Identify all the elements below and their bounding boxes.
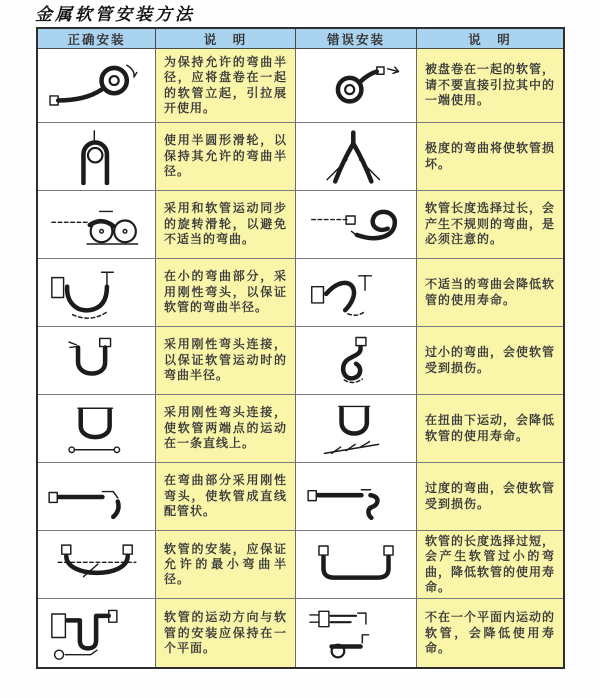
table-row (38, 327, 563, 395)
u-endpoints-aligned-icon (46, 401, 148, 457)
wrong-note-text: 过度的弯曲，会使软管受到损伤。 (425, 481, 556, 511)
wrong-note-cell (417, 123, 563, 191)
wrong-illustration-cell (296, 463, 417, 531)
wrong-note-text: 软管的长度选择过短，会产生软管过小的弯曲，降低软管的使用寿命。 (425, 534, 556, 595)
correct-illustration-cell (38, 191, 156, 259)
wrong-note-cell (417, 259, 563, 327)
correct-note-text: 采用和软管运动同步的旋转滑轮，以避免不适当的弯曲。 (164, 201, 287, 247)
correct-note-text: 在弯曲部分采用刚性弯头，使软管成直线配管状。 (164, 473, 287, 519)
min-bend-radius-u-icon (46, 537, 148, 593)
wrong-note-text: 不适当的弯曲会降低软管的使用寿命。 (425, 277, 556, 307)
correct-illustration-cell (38, 531, 156, 599)
correct-illustration-cell (38, 49, 156, 123)
correct-note-cell (156, 327, 296, 395)
improper-bend-icon (305, 265, 407, 321)
wrong-note-text: 不在一个平面内运动的软管，会降低使用寿命。 (425, 610, 556, 656)
correct-note-cell (156, 463, 296, 531)
twisted-motion-icon (305, 401, 407, 457)
table-row (38, 49, 563, 123)
wrong-note-cell (417, 49, 563, 123)
correct-illustration-cell (38, 463, 156, 531)
wrong-illustration-cell (296, 327, 417, 395)
wrong-illustration-cell (296, 395, 417, 463)
correct-note-cell (156, 49, 296, 123)
table-row (38, 599, 563, 667)
header-note-correct: 说 明 (156, 29, 296, 49)
correct-note-text: 采用刚性弯头连接，使软管两端点的运动在一条直线上。 (164, 405, 287, 451)
table-row (38, 191, 563, 259)
over-bent-elbow-icon (305, 469, 407, 525)
rotating-rollers-icon (46, 197, 148, 253)
table-row (38, 259, 563, 327)
too-short-flat-u-icon (305, 537, 407, 593)
table-row (38, 123, 563, 191)
correct-note-text: 为保持允许的弯曲半径，应将盘卷在一起的软管立起，引拉展开使用。 (164, 54, 287, 115)
rigid-elbow-u-icon (46, 333, 148, 389)
correct-illustration-cell (38, 327, 156, 395)
table-row (38, 463, 563, 531)
wrong-note-text: 极度的弯曲将使软管损坏。 (425, 141, 556, 171)
semicircular-pulley-icon (46, 129, 148, 185)
correct-note-cell (156, 123, 296, 191)
header-wrong-install: 错误安装 (296, 29, 417, 49)
correct-illustration-cell (38, 395, 156, 463)
wrong-note-cell (417, 463, 563, 531)
correct-note-cell (156, 395, 296, 463)
correct-note-text: 软管的运动方向与软管的安装应保持在一个平面。 (164, 610, 287, 656)
wrong-note-text: 软管长度选择过长，会产生不规则的弯曲，是必须注意的。 (425, 201, 556, 247)
different-plane-motion-icon (305, 605, 407, 661)
wrong-note-cell (417, 191, 563, 259)
correct-note-text: 采用刚性弯头连接，以保证软管运动时的弯曲半径。 (164, 337, 287, 383)
too-small-bend-icon (305, 333, 407, 389)
wrong-illustration-cell (296, 49, 417, 123)
wrong-note-cell (417, 327, 563, 395)
coil-upright-icon (46, 58, 148, 114)
wrong-note-cell (417, 531, 563, 599)
correct-illustration-cell (38, 123, 156, 191)
correct-note-text: 在小的弯曲部分，采用刚性弯头，以保证软管的弯曲半径。 (164, 269, 287, 315)
table-row (38, 395, 563, 463)
wrong-illustration-cell (296, 599, 417, 667)
correct-illustration-cell (38, 599, 156, 667)
installation-table (36, 27, 565, 669)
correct-note-cell (156, 191, 296, 259)
wrong-illustration-cell (296, 191, 417, 259)
correct-note-text: 使用半圆形滑轮，以保持其允许的弯曲半径。 (164, 133, 287, 179)
wrong-note-text: 过小的弯曲，会使软管受到损伤。 (425, 345, 556, 375)
wrong-note-cell (417, 599, 563, 667)
table-body (38, 49, 563, 667)
rigid-elbow-small-bend-icon (46, 265, 148, 321)
correct-illustration-cell (38, 259, 156, 327)
correct-note-cell (156, 531, 296, 599)
correct-note-text: 软管的安装，应保证允许的最小弯曲半径。 (164, 541, 287, 587)
wrong-illustration-cell (296, 531, 417, 599)
coil-end-pulled-icon (305, 58, 407, 114)
wrong-note-text: 在扭曲下运动，会降低软管的使用寿命。 (425, 413, 556, 443)
extreme-bend-icon (305, 129, 407, 185)
header-note-wrong: 说 明 (417, 29, 563, 49)
table-header-row (38, 29, 563, 49)
header-correct-install: 正确安装 (38, 29, 156, 49)
table-row (38, 531, 563, 599)
wrong-note-text: 被盘卷在一起的软管，请不要直接引拉其中的一端使用。 (425, 62, 556, 108)
page-title: 金属软管安装方法 (35, 5, 195, 25)
correct-note-cell (156, 599, 296, 667)
overlong-loop-icon (305, 197, 407, 253)
correct-note-cell (156, 259, 296, 327)
wrong-illustration-cell (296, 123, 417, 191)
wrong-illustration-cell (296, 259, 417, 327)
straight-with-elbow-icon (46, 469, 148, 525)
wrong-note-cell (417, 395, 563, 463)
same-plane-motion-icon (46, 605, 148, 661)
